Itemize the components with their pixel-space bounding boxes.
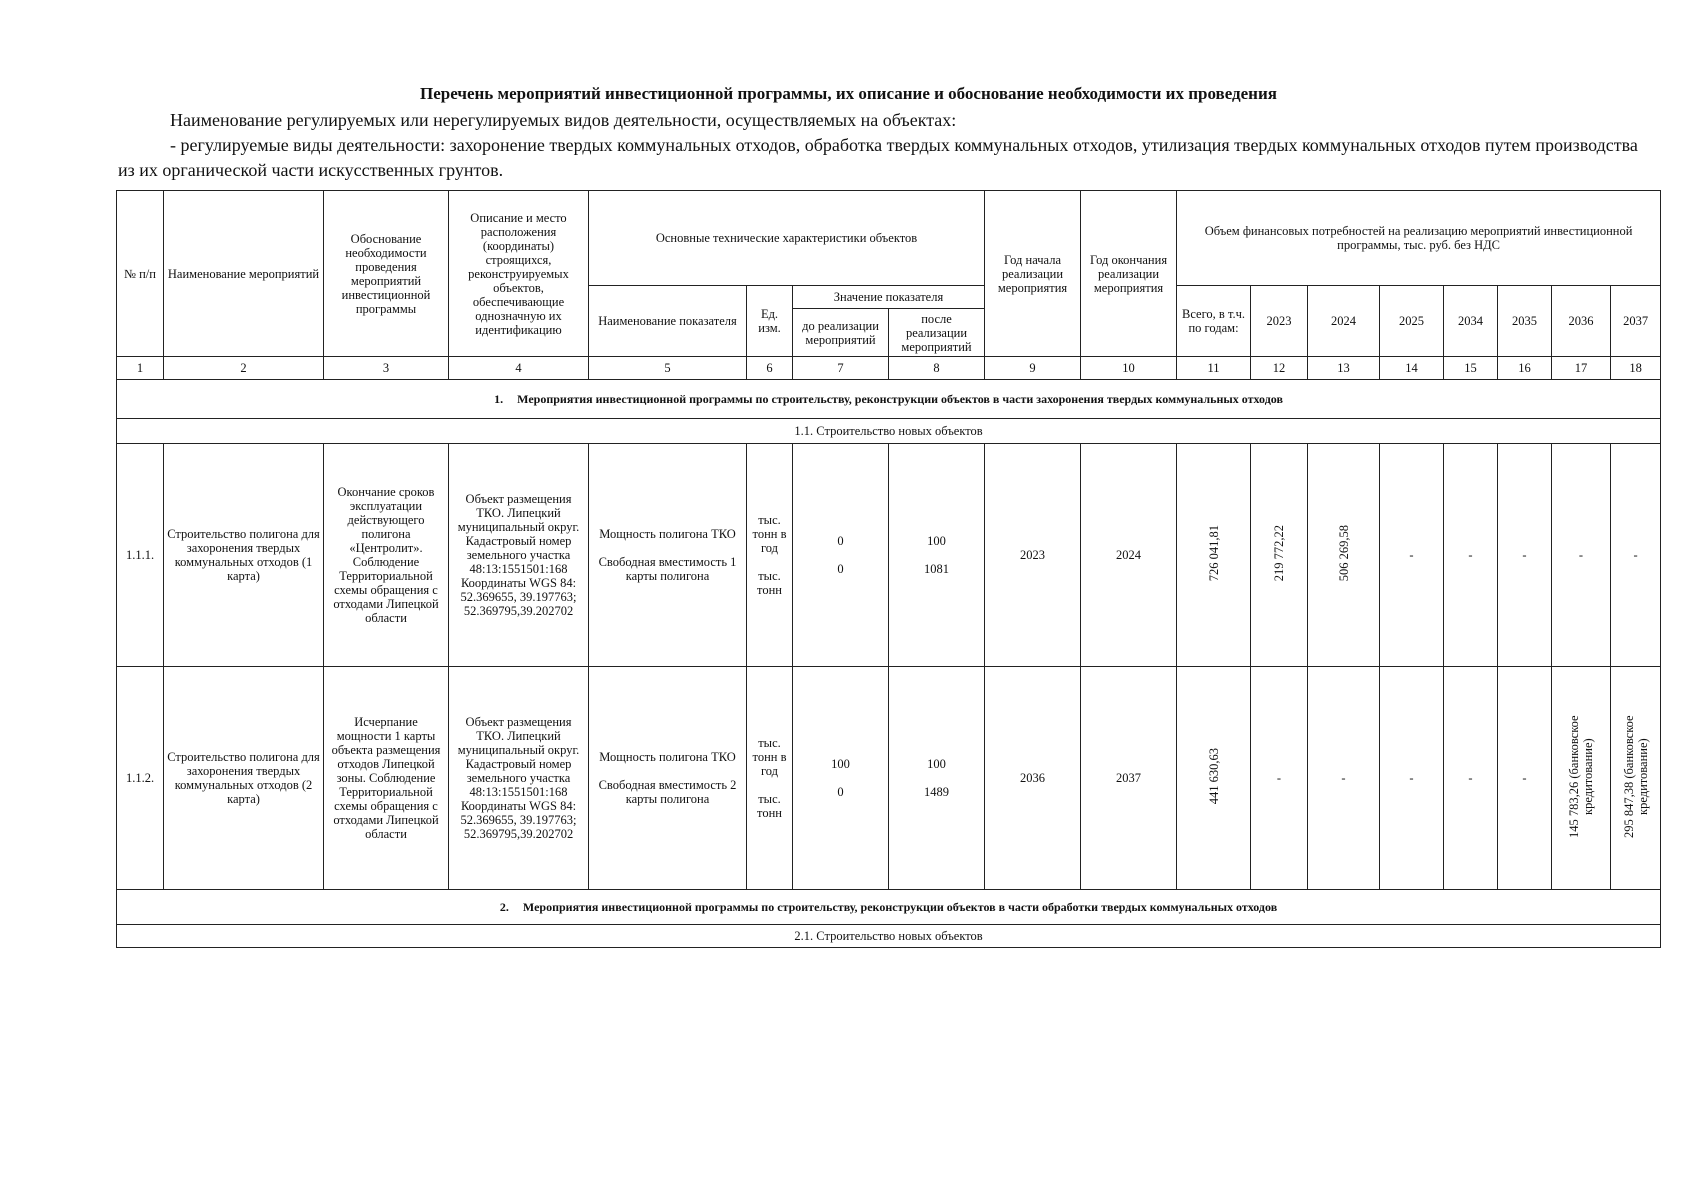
column-number: 9 bbox=[985, 357, 1081, 380]
column-number: 2 bbox=[164, 357, 324, 380]
unit: тыс. тонн bbox=[757, 792, 782, 820]
amount: 506 269,58 bbox=[1336, 525, 1351, 582]
column-number: 3 bbox=[324, 357, 449, 380]
column-number: 17 bbox=[1552, 357, 1611, 380]
section-2-heading bbox=[117, 890, 1661, 925]
row-indicators bbox=[589, 444, 747, 667]
row-2025: - bbox=[1380, 667, 1444, 890]
header-year: 2025 bbox=[1380, 286, 1444, 357]
row-2035: - bbox=[1498, 444, 1552, 667]
row-number: 1.1.2. bbox=[117, 667, 164, 890]
section-title: Мероприятия инвестиционной программы по строительству, реконструкции объектов в части обработки твердых коммунальных отходов bbox=[522, 900, 1278, 914]
row-2037: - bbox=[1611, 444, 1661, 667]
value: 100 bbox=[927, 534, 946, 548]
indicator: Свободная вместимость 2 карты полигона bbox=[598, 778, 737, 806]
header-year: 2035 bbox=[1498, 286, 1552, 357]
value: 1081 bbox=[924, 562, 949, 576]
header-indicator-name: Наименование показателя bbox=[589, 286, 747, 357]
indicator: Свободная вместимость 1 карты полигона bbox=[598, 555, 737, 583]
subsection-1-1-row bbox=[117, 419, 1661, 444]
column-number: 18 bbox=[1611, 357, 1661, 380]
row-total bbox=[1177, 444, 1251, 667]
column-number: 15 bbox=[1444, 357, 1498, 380]
section-1-heading bbox=[117, 380, 1661, 419]
row-total bbox=[1177, 667, 1251, 890]
row-justification: Окончание сроков эксплуатации действующего полигона «Центролит». Соблюдение Территориальной схемы обращения с отходами Липецкой области bbox=[324, 444, 449, 667]
amount: 295 847,38 (банковское кредитование) bbox=[1621, 715, 1650, 838]
subsection-2-1-row bbox=[117, 925, 1661, 948]
column-number: 12 bbox=[1251, 357, 1308, 380]
row-2034: - bbox=[1444, 444, 1498, 667]
row-2037 bbox=[1611, 667, 1661, 890]
regulated-activities: - регулируемые виды деятельности: захоронение твердых коммунальных отходов, обработка твердых коммунальных отходов, утилизация твердых коммунальных отходов путем производства из их органической части искусственных грунтов. bbox=[118, 135, 1638, 180]
value: 100 bbox=[831, 757, 850, 771]
row-indicators bbox=[589, 667, 747, 890]
header-after: после реализации мероприятий bbox=[889, 309, 985, 357]
value: 0 bbox=[837, 562, 844, 576]
value: 0 bbox=[837, 785, 844, 799]
row-before bbox=[793, 444, 889, 667]
row-name: Строительство полигона для захоронения твердых коммунальных отходов (1 карта) bbox=[164, 444, 324, 667]
intro-text bbox=[118, 108, 1648, 183]
header-year: 2037 bbox=[1611, 286, 1661, 357]
row-year-end: 2037 bbox=[1081, 667, 1177, 890]
row-2025: - bbox=[1380, 444, 1444, 667]
column-number: 5 bbox=[589, 357, 747, 380]
column-numbers-row bbox=[117, 357, 1661, 380]
column-number: 7 bbox=[793, 357, 889, 380]
unit: тыс. тонн в год bbox=[752, 736, 787, 778]
header-year: 2023 bbox=[1251, 286, 1308, 357]
header-year-start: Год начала реализации мероприятия bbox=[985, 191, 1081, 357]
row-2036 bbox=[1552, 667, 1611, 890]
amount: 145 783,26 (банковское кредитование) bbox=[1567, 715, 1596, 838]
column-number: 14 bbox=[1380, 357, 1444, 380]
subsection-heading: 2.1. Строительство новых объектов bbox=[117, 925, 1661, 948]
value: 100 bbox=[927, 757, 946, 771]
section-number: 2. bbox=[499, 900, 509, 914]
row-after bbox=[889, 444, 985, 667]
row-2034: - bbox=[1444, 667, 1498, 890]
row-2023 bbox=[1251, 444, 1308, 667]
row-justification: Исчерпание мощности 1 карты объекта размещения отходов Липецкой зоны. Соблюдение Территориальной схемы обращения с отходами Липецкой области bbox=[324, 667, 449, 890]
investment-program-table bbox=[116, 190, 1661, 948]
row-after bbox=[889, 667, 985, 890]
table-row bbox=[117, 667, 1661, 890]
amount: 219 772,22 bbox=[1272, 525, 1287, 582]
header-total: Всего, в т.ч. по годам: bbox=[1177, 286, 1251, 357]
column-number: 11 bbox=[1177, 357, 1251, 380]
unit: тыс. тонн в год bbox=[752, 513, 787, 555]
header-justification: Обоснование необходимости проведения мероприятий инвестиционной программы bbox=[324, 191, 449, 357]
amount: 441 630,63 bbox=[1206, 748, 1221, 805]
column-number: 8 bbox=[889, 357, 985, 380]
header-before: до реализации мероприятий bbox=[793, 309, 889, 357]
column-number: 10 bbox=[1081, 357, 1177, 380]
row-units bbox=[747, 444, 793, 667]
subsection-heading: 1.1. Строительство новых объектов bbox=[117, 419, 1661, 444]
row-description: Объект размещения ТКО. Липецкий муниципальный округ. Кадастровый номер земельного участка 48:13:1551501:168 Координаты WGS 84: 52.369655, 39.197763; 52.369795,39.202702 bbox=[449, 667, 589, 890]
row-units bbox=[747, 667, 793, 890]
section-1-row bbox=[117, 380, 1661, 419]
row-year-start: 2023 bbox=[985, 444, 1081, 667]
indicator: Мощность полигона ТКО bbox=[599, 750, 736, 764]
document-title: Перечень мероприятий инвестиционной программы, их описание и обоснование необходимости их проведения bbox=[420, 84, 1277, 103]
value: 1489 bbox=[924, 785, 949, 799]
row-description: Объект размещения ТКО. Липецкий муниципальный округ. Кадастровый номер земельного участка 48:13:1551501:168 Координаты WGS 84: 52.369655, 39.197763; 52.369795,39.202702 bbox=[449, 444, 589, 667]
value: 0 bbox=[837, 534, 844, 548]
activities-heading: Наименование регулируемых или нерегулируемых видов деятельности, осуществляемых на объектах: bbox=[170, 110, 957, 130]
column-number: 4 bbox=[449, 357, 589, 380]
row-2035: - bbox=[1498, 667, 1552, 890]
row-year-end: 2024 bbox=[1081, 444, 1177, 667]
row-number: 1.1.1. bbox=[117, 444, 164, 667]
header-year: 2034 bbox=[1444, 286, 1498, 357]
column-number: 16 bbox=[1498, 357, 1552, 380]
row-before bbox=[793, 667, 889, 890]
table-row bbox=[117, 444, 1661, 667]
row-2023: - bbox=[1251, 667, 1308, 890]
header-year: 2036 bbox=[1552, 286, 1611, 357]
header-tech: Основные технические характеристики объектов bbox=[589, 191, 985, 286]
section-2-row bbox=[117, 890, 1661, 925]
header-year-end: Год окончания реализации мероприятия bbox=[1081, 191, 1177, 357]
indicator: Мощность полигона ТКО bbox=[599, 527, 736, 541]
header-num: № п/п bbox=[117, 191, 164, 357]
row-2036: - bbox=[1552, 444, 1611, 667]
header-row bbox=[117, 191, 1661, 286]
header-value: Значение показателя bbox=[793, 286, 985, 309]
row-year-start: 2036 bbox=[985, 667, 1081, 890]
column-number: 1 bbox=[117, 357, 164, 380]
column-number: 6 bbox=[747, 357, 793, 380]
header-year: 2024 bbox=[1308, 286, 1380, 357]
row-2024 bbox=[1308, 444, 1380, 667]
header-finance: Объем финансовых потребностей на реализацию мероприятий инвестиционной программы, тыс. руб. без НДС bbox=[1177, 191, 1661, 286]
header-description: Описание и место расположения (координаты) строящихся, реконструируемых объектов, обеспечивающие однозначную их идентификацию bbox=[449, 191, 589, 357]
unit: тыс. тонн bbox=[757, 569, 782, 597]
row-2024: - bbox=[1308, 667, 1380, 890]
section-number: 1. bbox=[494, 392, 504, 406]
section-title: Мероприятия инвестиционной программы по строительству, реконструкции объектов в части захоронения твердых коммунальных отходов bbox=[517, 392, 1283, 406]
amount: 726 041,81 bbox=[1206, 525, 1221, 582]
row-name: Строительство полигона для захоронения твердых коммунальных отходов (2 карта) bbox=[164, 667, 324, 890]
column-number: 13 bbox=[1308, 357, 1380, 380]
header-name: Наименование мероприятий bbox=[164, 191, 324, 357]
header-unit: Ед. изм. bbox=[747, 286, 793, 357]
